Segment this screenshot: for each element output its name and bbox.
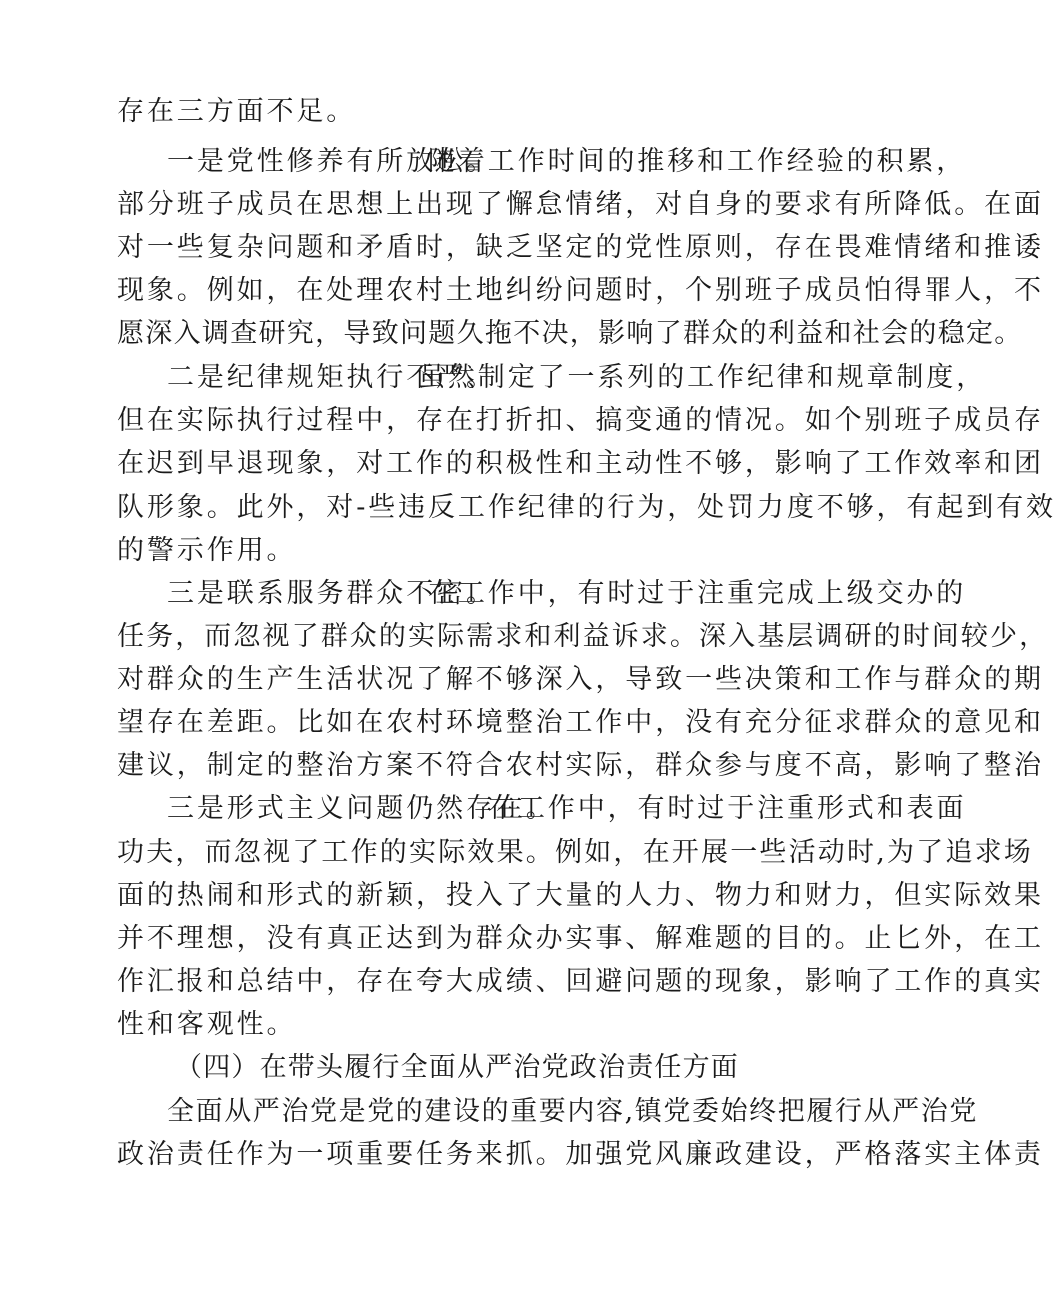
- text-line: [0, 787, 967, 831]
- text-segment: 存在三方面不足。: [117, 96, 357, 127]
- text-line: [0, 1133, 1044, 1177]
- text-segment: 建议，制定的整治方案不符合农村实际，群众参与度不高，影响了整治: [117, 750, 1044, 781]
- text-segment: 在工作中，有时过于注重形式和表面: [488, 793, 967, 824]
- text-line: [0, 356, 987, 400]
- text-line: [0, 226, 1044, 270]
- text-line: [0, 312, 1023, 356]
- text-segment: 愿深入调查研究，导致问题久拖不决，影响了群众的利益和社会的稳定。: [117, 318, 1023, 349]
- text-segment: 但在实际执行过程中，存在打折扣、搞变通的情况。如个别班子成员存: [117, 405, 1044, 436]
- text-line: [0, 140, 967, 184]
- text-line: [0, 486, 1056, 530]
- text-segment: 随着工作时间的推移和工作经验的积累，: [428, 146, 967, 177]
- text-line: [0, 269, 1044, 313]
- text-line: [0, 658, 1044, 702]
- text-segment: 对一些复杂问题和矛盾时，缺乏坚定的党性原则，存在畏难情绪和推诿: [117, 232, 1044, 263]
- text-segment: 作汇报和总结中，存在夸大成绩、回避问题的现象，影响了工作的真实: [117, 966, 1044, 997]
- point-heading: 二是纪律规矩执行不严。: [167, 362, 496, 393]
- text-line: [0, 90, 920, 134]
- text-line: [0, 572, 967, 616]
- text-segment: 现象。例如，在处理农村土地纠纷问题时，个别班子成员怕得罪人，不: [117, 275, 1044, 306]
- text-line: [0, 442, 1044, 486]
- text-segment: 部分班子成员在思想上出现了懈怠情绪，对自身的要求有所降低。在面: [117, 189, 1044, 220]
- text-line: [0, 874, 1044, 918]
- text-line: [0, 917, 1044, 961]
- text-line: [0, 960, 1044, 1004]
- text-segment: 在迟到早退现象，对工作的积极性和主动性不够，影响了工作效率和团: [117, 448, 1044, 479]
- text-line: [0, 701, 1044, 745]
- text-segment: 的警示作用。: [117, 535, 297, 566]
- section-heading: （四）在带头履行全面从严治党政治责任方面: [175, 1052, 739, 1083]
- text-segment: 对群众的生产生活状况了解不够深入，导致一些决策和工作与群众的期: [117, 664, 1044, 695]
- text-segment: 性和客观性。: [117, 1009, 297, 1040]
- point-heading: 一是党性修养有所放松。: [167, 146, 496, 177]
- text-segment: 功夫，而忽视了工作的实际效果。例如，在开展一些活动时,为了追求场: [117, 837, 1033, 868]
- text-line: [0, 615, 1049, 659]
- text-line: [0, 1046, 920, 1090]
- text-segment: 在工作中，有时过于注重完成上级交办的: [428, 578, 967, 609]
- text-segment: 任务，而忽视了群众的实际需求和利益诉求。深入基层调研的时间较少，: [117, 621, 1049, 652]
- text-segment: 政治责任作为一项重要任务来抓。加强党风廉政建设，严格落实主体责: [117, 1139, 1044, 1170]
- point-heading: 三是形式主义问题仍然存在。: [167, 793, 556, 824]
- text-line: [0, 399, 1044, 443]
- text-segment: 全面从严治党是党的建设的重要内容,镇党委始终把履行从严治党: [167, 1096, 978, 1127]
- text-segment: 并不理想，没有真正达到为群众办实事、解难题的目的。止匕外，在工: [117, 923, 1044, 954]
- text-segment: 队形象。此外，对-些违反工作纪律的行为，处罚力度不够，有起到有效: [117, 492, 1056, 523]
- text-segment: 望存在差距。比如在农村环境整治工作中，没有充分征求群众的意见和: [117, 707, 1044, 738]
- text-segment: 虽然制定了一系列的工作纪律和规章制度，: [418, 362, 987, 393]
- text-segment: 面的热闹和形式的新颖，投入了大量的人力、物力和财力，但实际效果: [117, 880, 1044, 911]
- text-line: [0, 744, 1044, 788]
- text-line: [0, 1003, 920, 1047]
- text-line: [0, 183, 1044, 227]
- text-line: [0, 529, 920, 573]
- text-line: [0, 1090, 978, 1134]
- text-line: [0, 831, 1033, 875]
- point-heading: 三是联系服务群众不密。: [167, 578, 496, 609]
